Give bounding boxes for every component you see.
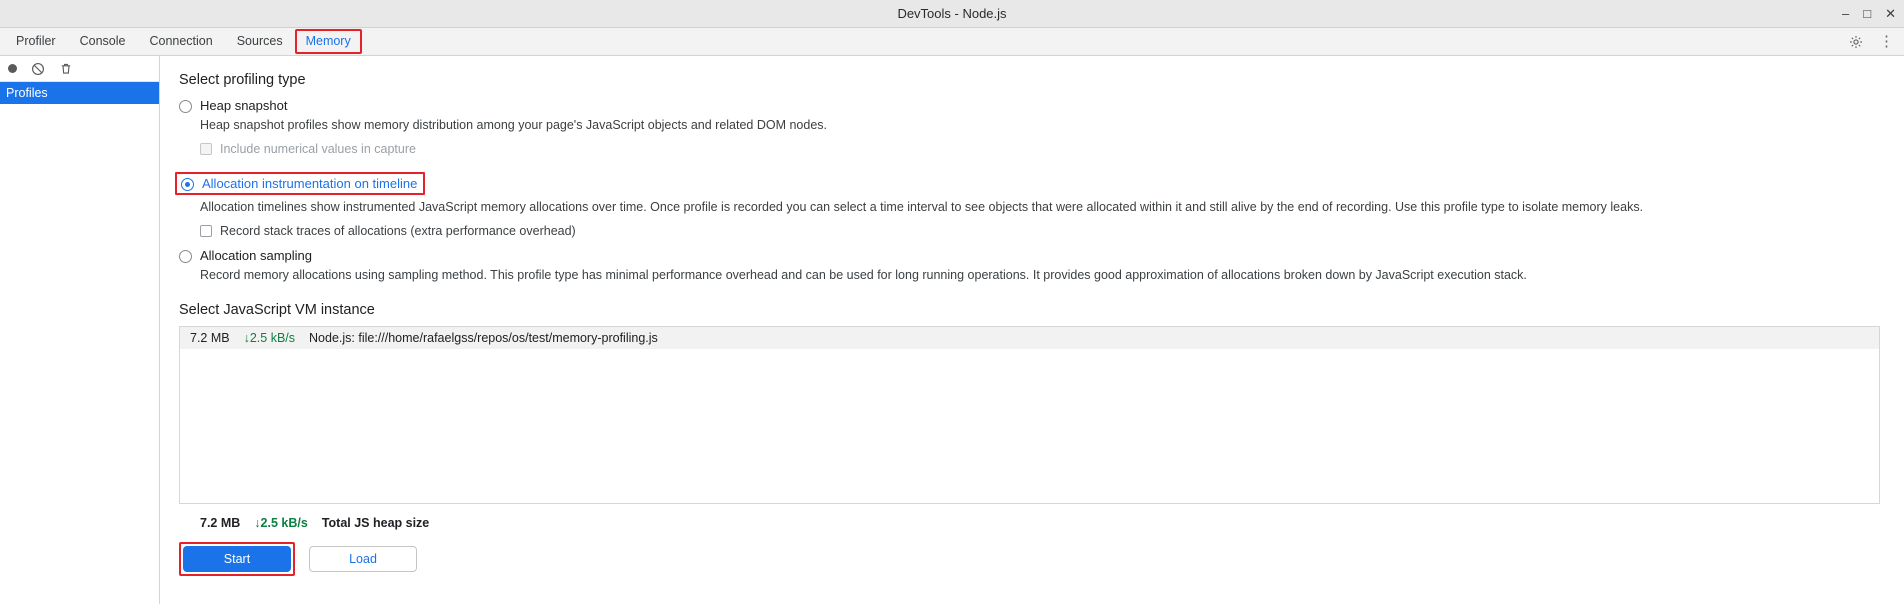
sidebar-item-label: Profiles	[6, 86, 48, 100]
trash-icon[interactable]	[59, 62, 73, 76]
vm-instance-name: Node.js: file:///home/rafaelgss/repos/os/test/memory-profiling.js	[309, 330, 658, 345]
vm-instance-title: Select JavaScript VM instance	[179, 301, 375, 318]
radio-allocation-instrumentation[interactable]	[181, 178, 194, 191]
devtools-tabstrip	[0, 28, 1904, 56]
radio-heap-snapshot[interactable]	[179, 100, 192, 113]
heap-totals	[200, 516, 1880, 530]
minimize-button[interactable]: –	[1842, 6, 1850, 21]
option-allocation-instrumentation-description: Allocation timelines show instrumented JavaScript memory allocations over time. Once profile is recorded you can select a time interval to see objects that were allocated within it and still alive by the end of recording. Use this profile type to isolate memory leaks.	[200, 199, 1644, 214]
profiling-type-title: Select profiling type	[179, 72, 306, 88]
load-button[interactable]: Load	[309, 546, 417, 572]
vm-heap-rate: ↓2.5 kB/s	[243, 330, 296, 345]
tab-connection[interactable]: Connection	[149, 34, 213, 48]
suboption-record-stack-traces-label: Record stack traces of allocations (extra performance overhead)	[220, 223, 576, 238]
option-heap-snapshot-label: Heap snapshot	[200, 98, 288, 113]
tab-sources[interactable]: Sources	[236, 34, 283, 48]
checkbox-include-numerical-values[interactable]	[200, 143, 212, 155]
record-dot-icon[interactable]	[8, 64, 17, 73]
option-allocation-sampling[interactable]	[179, 248, 1880, 263]
tab-profiler[interactable]: Profiler	[16, 34, 56, 48]
tab-console[interactable]: Console	[79, 34, 126, 48]
option-allocation-instrumentation-label: Allocation instrumentation on timeline	[202, 175, 418, 191]
option-heap-snapshot[interactable]	[179, 98, 1880, 113]
gear-icon[interactable]	[1849, 35, 1863, 49]
option-allocation-sampling-description: Record memory allocations using sampling method. This profile type has minimal performance overhead and can be used for long running operations. It provides good approximation of allocations broken down by JavaScript execution stack.	[200, 267, 1527, 282]
option-allocation-sampling-label: Allocation sampling	[200, 247, 313, 263]
vm-instance-list[interactable]	[179, 326, 1880, 504]
window-titlebar	[0, 0, 1904, 28]
sidebar-toolbar	[0, 56, 159, 82]
total-heap-size-value: 7.2 MB	[200, 515, 241, 530]
close-button[interactable]: ✕	[1885, 6, 1896, 21]
sidebar-item-profiles[interactable]	[0, 82, 159, 104]
suboption-include-numerical-values[interactable]	[200, 142, 1880, 156]
window-controls	[1842, 7, 1896, 20]
devtools-content	[0, 56, 1904, 604]
tab-memory[interactable]: Memory	[295, 29, 362, 54]
radio-allocation-sampling[interactable]	[179, 250, 192, 263]
start-button-highlight	[179, 542, 295, 576]
more-vertical-icon[interactable]: ⋮	[1879, 33, 1894, 50]
tabstrip-actions	[1849, 34, 1894, 49]
vm-heap-size: 7.2 MB	[190, 330, 230, 345]
option-heap-snapshot-description: Heap snapshot profiles show memory distribution among your page's JavaScript objects and related DOM nodes.	[200, 118, 828, 132]
profiles-sidebar	[0, 56, 160, 604]
action-buttons	[179, 542, 1880, 576]
total-heap-label: Total JS heap size	[321, 515, 430, 530]
suboption-record-stack-traces[interactable]	[200, 224, 1880, 238]
suboption-include-numerical-values-label: Include numerical values in capture	[220, 141, 416, 156]
start-button[interactable]: Start	[183, 546, 291, 572]
maximize-button[interactable]: □	[1863, 6, 1872, 21]
vm-instance-row[interactable]	[180, 327, 1879, 349]
checkbox-record-stack-traces[interactable]	[200, 225, 212, 237]
window-title: DevTools - Node.js	[897, 6, 1007, 21]
memory-profiling-panel	[160, 56, 1904, 604]
total-heap-rate: ↓2.5 kB/s	[254, 515, 308, 530]
option-allocation-instrumentation[interactable]	[175, 172, 425, 195]
no-entry-icon[interactable]	[31, 62, 45, 76]
